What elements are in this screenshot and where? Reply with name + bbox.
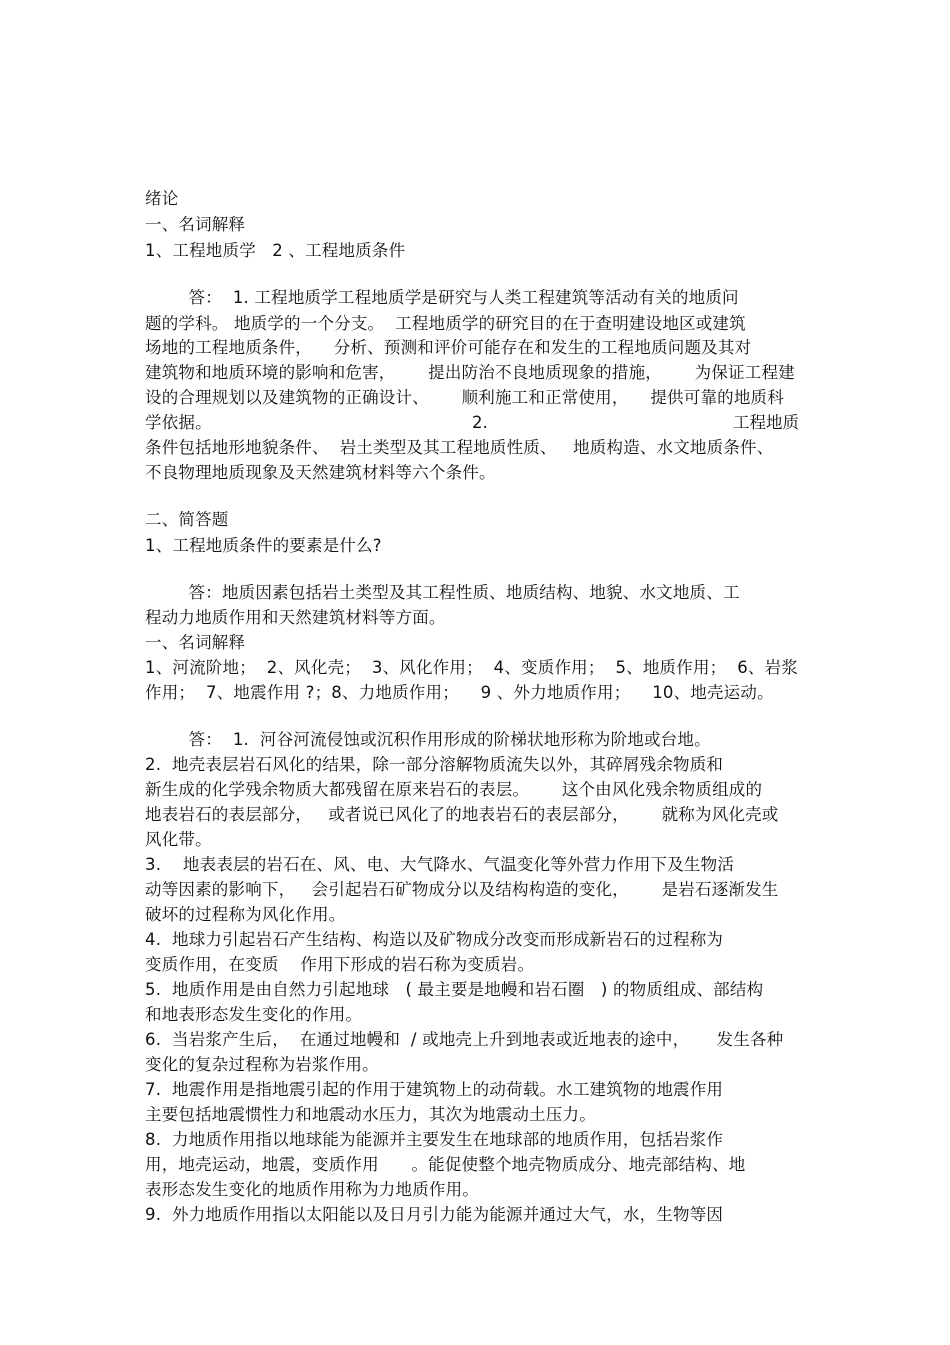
paragraph-line: 条件包括地形地貌条件、 岩土类型及其工程地质性质、 地质构造、水文地质条件、 (145, 438, 774, 457)
paragraph-line: 风化带。 (145, 830, 212, 849)
term-list: 1、河流阶地； 2、风化壳； 3、风化作用； 4、变质作用； 5、地质作用； 6、岩浆 (145, 658, 799, 677)
section-heading: 一、名词解释 (145, 215, 246, 234)
paragraph-line: 和地表形态发生变化的作用。 (145, 1005, 363, 1024)
paragraph-line: 答： 1. 河谷河流侵蚀或沉积作用形成的阶梯状地形称为阶地或台地。 (145, 730, 711, 749)
paragraph-line-right: 工程地质 (733, 413, 799, 432)
paragraph-line: 题的学科。 地质学的一个分支。 工程地质学的研究目的在于查明建设地区或建筑 (145, 314, 746, 333)
paragraph-line: 6. 当岩浆产生后， 在通过地幔和 / 或地壳上升到地表或近地表的途中， 发生各种 (145, 1030, 784, 1049)
paragraph-line: 8. 力地质作用指以地球能为能源并主要发生在地球部的地质作用，包括岩浆作 (145, 1130, 724, 1149)
heading-intro: 绪论 (145, 189, 179, 208)
paragraph-line: 7. 地震作用是指地震引起的作用于建筑物上的动荷载。水工建筑物的地震作用 (145, 1080, 724, 1099)
paragraph-line: 学依据。 (145, 413, 212, 432)
paragraph-line: 设的合理规划以及建筑物的正确设计、 顺利施工和正常使用， 提供可靠的地质科 (145, 388, 784, 407)
paragraph-line: 用，地壳运动，地震，变质作用 。能促使整个地壳物质成分、地壳部结构、地 (145, 1155, 746, 1174)
paragraph-line: 主要包括地震惯性力和地震动水压力，其次为地震动土压力。 (145, 1105, 596, 1124)
paragraph-line: 5. 地质作用是由自然力引起地球 ( 最主要是地幔和岩石圈 ) 的物质组成、部结构 (145, 980, 764, 999)
paragraph-line: 破坏的过程称为风化作用。 (145, 905, 346, 924)
section-heading: 二、简答题 (145, 510, 229, 529)
paragraph-line: 程动力地质作用和天然建筑材料等方面。 (145, 608, 446, 627)
paragraph-line-mid: 2. (472, 413, 488, 432)
paragraph-line: 2. 地壳表层岩石风化的结果，除一部分溶解物质流失以外，其碎屑残余物质和 (145, 755, 724, 774)
paragraph-line: 答： 1. 工程地质学工程地质学是研究与人类工程建筑等活动有关的地质问 (145, 288, 739, 307)
section-heading: 一、名词解释 (145, 633, 246, 652)
question-line: 1、工程地质条件的要素是什么? (145, 536, 382, 555)
paragraph-line: 表形态发生变化的地质作用称为力地质作用。 (145, 1180, 479, 1199)
paragraph-line: 9. 外力地质作用指以太阳能以及日月引力能为能源并通过大气，水，生物等因 (145, 1205, 724, 1224)
paragraph-line: 建筑物和地质环境的影响和危害， 提出防治不良地质现象的措施， 为保证工程建 (145, 363, 795, 382)
paragraph-line: 不良物理地质现象及天然建筑材料等六个条件。 (145, 463, 496, 482)
term-list: 1、工程地质学 2 、工程地质条件 (145, 241, 406, 260)
term-list: 作用； 7、地震作用 ?；8、力地质作用； 9 、外力地质作用； 10、地壳运动。 (145, 683, 774, 702)
paragraph-line: 变质作用，在变质 作用下形成的岩石称为变质岩。 (145, 955, 535, 974)
paragraph-line: 答：地质因素包括岩土类型及其工程性质、地质结构、地貌、水文地质、工 (145, 583, 740, 602)
paragraph-line: 新生成的化学残余物质大都残留在原来岩石的表层。 这个由风化残余物质组成的 (145, 780, 763, 799)
paragraph-line: 4. 地球力引起岩石产生结构、构造以及矿物成分改变而形成新岩石的过程称为 (145, 930, 724, 949)
paragraph-line: 动等因素的影响下， 会引起岩石矿物成分以及结构构造的变化， 是岩石逐渐发生 (145, 880, 779, 899)
paragraph-line: 地表岩石的表层部分， 或者说已风化了的地表岩石的表层部分， 就称为风化壳或 (145, 805, 779, 824)
paragraph-line: 场地的工程地质条件， 分析、预测和评价可能存在和发生的工程地质问题及其对 (145, 338, 752, 357)
paragraph-line: 变化的复杂过程称为岩浆作用。 (145, 1055, 379, 1074)
paragraph-line: 3. 地表表层的岩石在、风、电、大气降水、气温变化等外营力作用下及生物活 (145, 855, 735, 874)
